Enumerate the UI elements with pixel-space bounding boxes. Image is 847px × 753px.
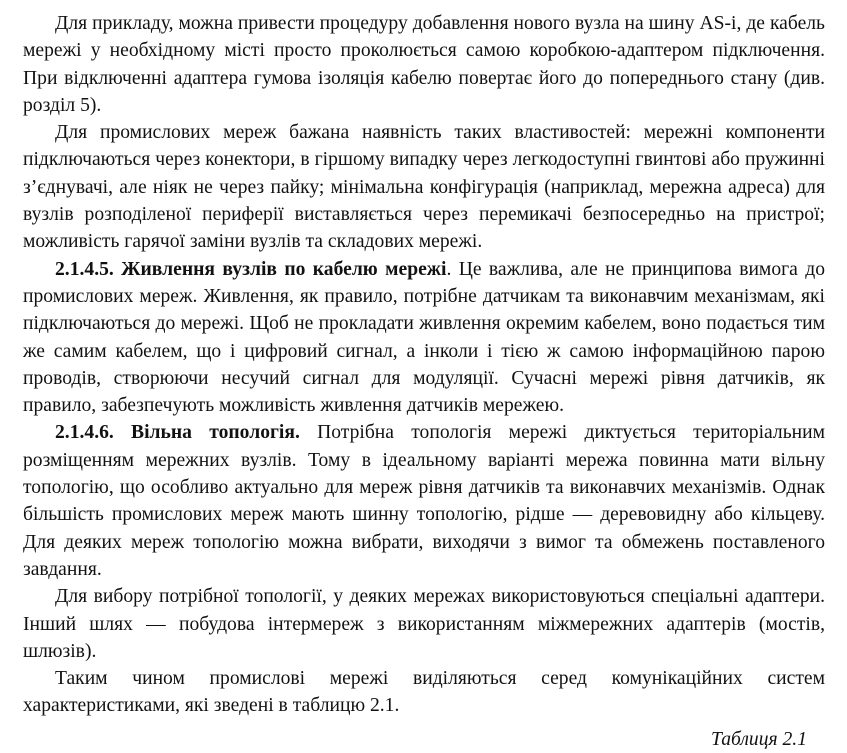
paragraph-summary [23, 665, 825, 720]
paragraph-text: Потрібна топологія мережі диктується територіальним розміщенням мережних вузлів. Тому в ідеальному варіанті мережа повинна мати вільну топологію, що особливо актуально для мереж рівня датчиків та виконавчих механізмів. Однак більшість промислових мереж мають шинну топологію, рідше — деревовидну або кільцеву. Для деяких мереж топологію можна вибрати, виходячи з вимог та обмежень поставленого завдання. [23, 422, 825, 580]
section-2-1-4-5-power-over-cable [23, 256, 825, 420]
paragraph-ad-adapter-example [23, 10, 825, 119]
section-2-1-4-6-free-topology [23, 419, 825, 583]
paragraph-text: Для промислових мереж бажана наявність таких властивостей: мережні компоненти підключаються через конектори, в гіршому випадку через легкодоступні гвинтові або пружинні з’єднувачі, але ніяк не через пайку; мінімальна конфігурація (наприклад, мережна адреса) для вузлів розподіленої периферії виставляється через перемикачі безпосередньо на пристрої; можливість гарячої заміни вузлів та складових мережі. [23, 122, 825, 253]
paragraph-text: Для вибору потрібної топології, у деяких мережах використовуються спеціальні адаптери. Інший шлях — побудова інтермереж з використанням міжмережних адаптерів (мостів, шлюзів). [23, 586, 825, 662]
paragraph-text: Таким чином промислові мережі виділяються серед комунікаційних систем характеристиками, які зведені в таблицю 2.1. [23, 668, 825, 717]
table-caption: Таблиця 2.1 [711, 729, 807, 750]
paragraph-text: . Це важлива, але не принципова вимога до промислових мереж. Живлення, як правило, потрібне датчикам та виконавчим механізмам, які підключаються до мережі. Щоб не прокладати живлення окремим кабелем, воно подається тим же самим кабелем, що і цифровий сигнал, а інколи і тією ж самою інформаційною парою проводів, створюючи несучий сигнал для модуляції. Сучасні мережі рівня датчиків, як правило, забезпечують можливість живлення датчиків мережею. [23, 258, 825, 417]
paragraph-desired-properties [23, 119, 825, 255]
paragraph-text: Для прикладу, можна привести процедуру добавлення нового вузла на шину AS-i, де кабель мережі у необхідному місті просто проколюється самою коробкою-адаптером підключення. При відключенні адаптера гумова ізоляція кабелю повертає його до попереднього стану (див. розділ 5). [23, 13, 825, 116]
section-heading: 2.1.4.6. Вільна топологія. [55, 422, 300, 444]
section-heading: 2.1.4.5. Живлення вузлів по кабелю мережі [55, 258, 447, 280]
paragraph-topology-adapters [23, 583, 825, 665]
